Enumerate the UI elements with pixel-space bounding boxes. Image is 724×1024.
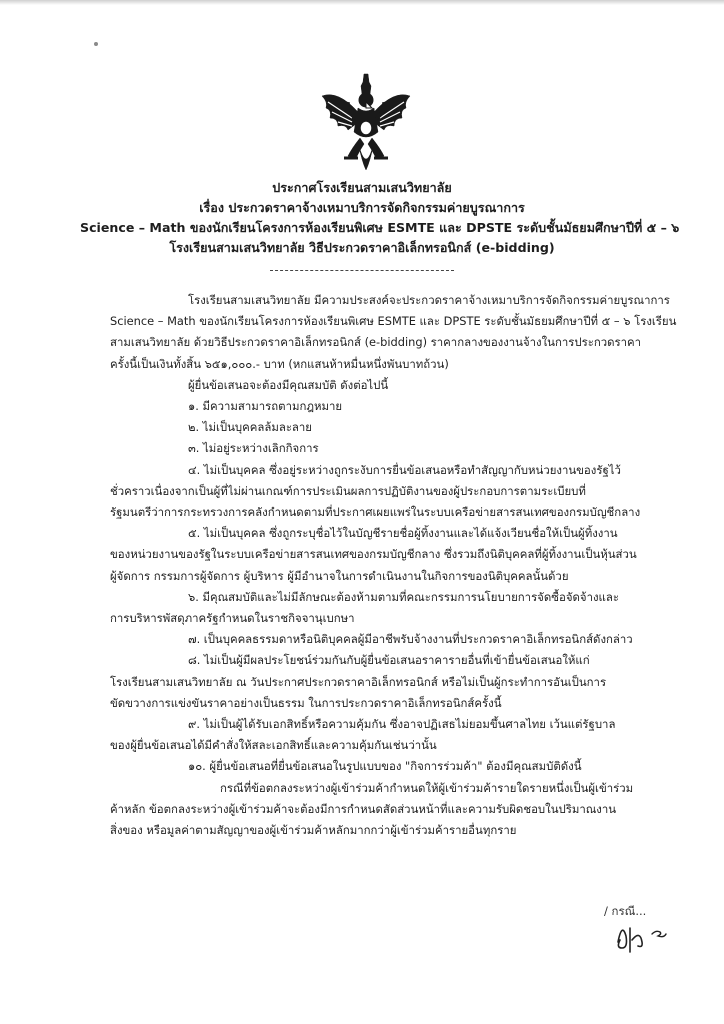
qualification-item-10-detail-line: ค้าหลัก ข้อตกลงระหว่างผู้เข้าร่วมค้าจะต้องมีการกำหนดสัดส่วนหน้าที่และความรับผิดชอบในปริมาณงาน	[110, 801, 617, 816]
announcement-header	[80, 178, 680, 258]
garuda-emblem-icon	[318, 72, 414, 176]
intro-paragraph-line: ครั้งนี้เป็นเงินทั้งสิ้น ๖๕๑,๐๐๐.- บาท (หกแสนห้าหมื่นหนึ่งพันบาทถ้วน)	[110, 356, 449, 371]
qualification-item-5-line: ของหน่วยงานของรัฐในระบบเครือข่ายสารสนเทศของกรมบัญชีกลาง ซึ่งรวมถึงนิติบุคคลที่ผู้ทิ้งงานเป็นหุ้นส่วน	[110, 547, 637, 562]
qualification-item-9: ๙. ไม่เป็นผู้ได้รับเอกสิทธิ์หรือความคุ้มกัน ซึ่งอาจปฏิเสธไม่ยอมขึ้นศาลไทย เว้นแต่รัฐบาล	[188, 717, 616, 732]
announcement-subject-line-2: Science – Math ของนักเรียนโครงการห้องเรียนพิเศษ ESMTE และ DPSTE ระดับชั้นมัธยมศึกษาปีที่ ๕ – ๖	[80, 220, 680, 235]
announcement-subject-line-3: โรงเรียนสามเสนวิทยาลัย วิธีประกวดราคาอิเล็กทรอนิกส์ (e-bidding)	[169, 240, 555, 255]
qualification-item-8-line: ขัดขวางการแข่งขันราคาอย่างเป็นธรรม ในการประกวดราคาอิเล็กทรอนิกส์ครั้งนี้	[110, 695, 502, 710]
announcement-subject: เรื่อง ประกวดราคาจ้างเหมาบริการจัดกิจกรรมค่ายบูรณาการ	[199, 200, 525, 215]
qualification-item-4-line: ชั่วคราวเนื่องจากเป็นผู้ที่ไม่ผ่านเกณฑ์การประเมินผลการปฏิบัติงานของผู้ประกอบการตามระเบียบที่	[110, 483, 586, 498]
intro-paragraph-line: สามเสนวิทยาลัย ด้วยวิธีประกวดราคาอิเล็กทรอนิกส์ (e-bidding) ราคากลางของงานจ้างในการประกวดราคา	[110, 335, 642, 350]
continuation-note: / กรณี...	[604, 904, 647, 918]
qualification-item-6-line: การบริหารพัสดุภาครัฐกำหนดในราชกิจจานุเบกษา	[110, 611, 355, 626]
qualification-item-8: ๘. ไม่เป็นผู้มีผลประโยชน์ร่วมกันกับผู้ยื่นข้อเสนอราคารายอื่นที่เข้ายื่นข้อเสนอให้แก่	[188, 653, 590, 668]
announcement-body	[110, 290, 677, 841]
qualification-item-5: ๕. ไม่เป็นบุคคล ซึ่งถูกระบุชื่อไว้ในบัญชีรายชื่อผู้ทิ้งงานและได้แจ้งเวียนชื่อให้เป็นผู้ทิ้งงาน	[188, 526, 618, 541]
qualification-item-4-line: รัฐมนตรีว่าการกระทรวงการคลังกำหนดตามที่ประกาศเผยแพร่ในระบบเครือข่ายสารสนเทศของกรมบัญชีกลาง	[110, 505, 641, 520]
scan-speck	[94, 42, 98, 46]
qualification-item-7: ๗. เป็นบุคคลธรรมดาหรือนิติบุคคลผู้มีอาชีพรับจ้างงานที่ประกวดราคาอิเล็กทรอนิกส์ดังกล่าว	[188, 632, 633, 647]
qualification-item-9-line: ของผู้ยื่นข้อเสนอได้มีคำสั่งให้สละเอกสิทธิ์และความคุ้มกันเช่นว่านั้น	[110, 738, 437, 753]
qualification-item-5-line: ผู้จัดการ กรรมการผู้จัดการ ผู้บริหาร ผู้มีอำนาจในการดำเนินงานในกิจการของนิติบุคคลนั้นด้วย	[110, 568, 569, 583]
qualification-item-10-detail-line: สิ่งของ หรือมูลค่าตามสัญญาของผู้เข้าร่วมค้าหลักมากกว่าผู้เข้าร่วมค้ารายอื่นทุกราย	[110, 823, 517, 838]
signature-mark	[612, 918, 676, 954]
qualification-item-8-line: โรงเรียนสามเสนวิทยาลัย ณ วันประกาศประกวดราคาอิเล็กทรอนิกส์ หรือไม่เป็นผู้กระทำการอันเป็นการ	[110, 674, 607, 689]
announcement-title: ประกาศโรงเรียนสามเสนวิทยาลัย	[272, 180, 452, 195]
intro-paragraph: โรงเรียนสามเสนวิทยาลัย มีความประสงค์จะประกวดราคาจ้างเหมาบริการจัดกิจกรรมค่ายบูรณาการ	[188, 293, 670, 307]
header-separator	[270, 270, 454, 271]
qualification-item-6: ๖. มีคุณสมบัติและไม่มีลักษณะต้องห้ามตามที่คณะกรรมการนโยบายการจัดซื้อจัดจ้างและ	[188, 589, 619, 604]
scan-edge	[0, 0, 724, 5]
intro-paragraph-line: Science – Math ของนักเรียนโครงการห้องเรียนพิเศษ ESMTE และ DPSTE ระดับชั้นมัธยมศึกษาปีที่ ๕ – ๖ โรงเรียน	[110, 314, 677, 329]
qualification-item-10-detail: กรณีที่ข้อตกลงระหว่างผู้เข้าร่วมค้ากำหนดให้ผู้เข้าร่วมค้ารายใดรายหนึ่งเป็นผู้เข้าร่วม	[220, 780, 634, 795]
qualification-item-4: ๔. ไม่เป็นบุคคล ซึ่งอยู่ระหว่างถูกระงับการยื่นข้อเสนอหรือทำสัญญากับหน่วยงานของรัฐไว้	[188, 462, 621, 477]
qualification-item-3: ๓. ไม่อยู่ระหว่างเลิกกิจการ	[188, 441, 319, 456]
qualification-intro: ผู้ยื่นข้อเสนอจะต้องมีคุณสมบัติ ดังต่อไปนี้	[188, 377, 389, 392]
qualification-item-2: ๒. ไม่เป็นบุคคลล้มละลาย	[188, 420, 312, 435]
qualification-item-10: ๑๐. ผู้ยื่นข้อเสนอที่ยื่นข้อเสนอในรูปแบบของ "กิจการร่วมค้า" ต้องมีคุณสมบัติดังนี้	[188, 759, 582, 774]
qualification-item-1: ๑. มีความสามารถตามกฎหมาย	[188, 399, 343, 414]
